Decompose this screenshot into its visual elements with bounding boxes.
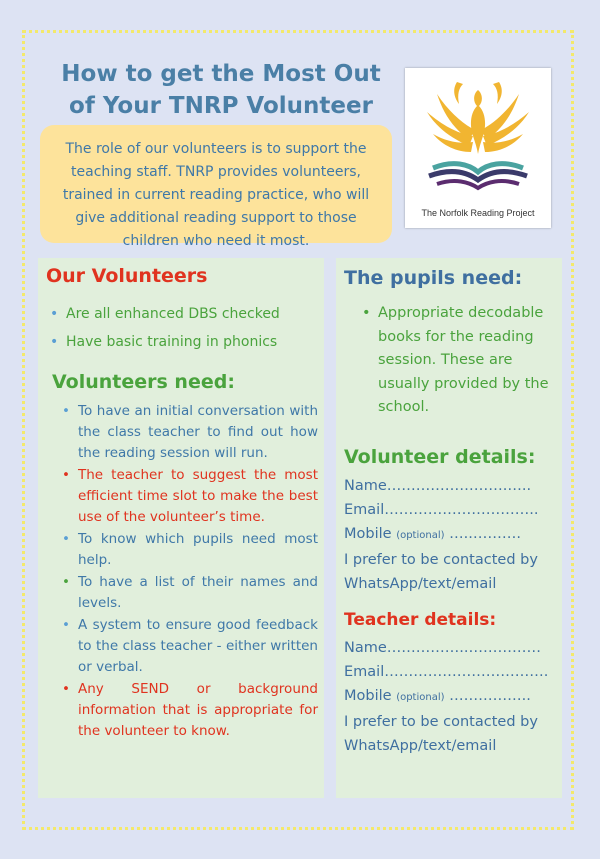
volunteer-mobile-field[interactable]: Mobile (optional) …..………. [344, 526, 521, 542]
list-item: • Appropriate decodable books for the reading session. These are usually provided by the school. [362, 305, 549, 415]
teacher-details-heading: Teacher details: [344, 610, 497, 630]
volunteer-details-heading: Volunteer details: [344, 446, 536, 468]
list-item: • Have basic training in phonics [50, 334, 278, 350]
list-item: • To have an initial conversation with the class teacher to find out how the reading session will run. [62, 403, 318, 461]
volunteer-details-form [344, 474, 560, 596]
phoenix-book-icon [413, 72, 543, 208]
title-line-2: of Your TNRP Volunteer [69, 93, 373, 119]
page-title [36, 58, 406, 122]
volunteers-need-heading: Volunteers need: [52, 371, 235, 393]
volunteer-name-field[interactable]: Name…………………….….. [344, 478, 532, 494]
volunteer-email-field[interactable]: Email………………………….. [344, 502, 539, 518]
list-item: • To have a list of their names and levels. [62, 574, 318, 611]
title-line-1: How to get the Most Out [61, 61, 381, 87]
our-volunteers-list [44, 300, 316, 356]
list-item: • To know which pupils need most help. [62, 531, 318, 568]
left-panel [38, 258, 324, 798]
right-panel [336, 258, 562, 798]
teacher-name-field[interactable]: Name……………..…………… [344, 640, 541, 656]
list-item: • The teacher to suggest the most efficient time slot to make the best use of the volunteer’s time. [62, 467, 318, 525]
list-item: • A system to ensure good feedback to the class teacher - either written or verbal. [62, 617, 318, 675]
volunteers-need-list [56, 401, 318, 742]
teacher-mobile-field[interactable]: Mobile (optional) …………….. [344, 688, 531, 704]
logo-caption: The Norfolk Reading Project [421, 208, 535, 218]
list-item: • Are all enhanced DBS checked [50, 306, 280, 322]
pupils-need-heading: The pupils need: [344, 267, 523, 289]
tnrp-logo [405, 68, 551, 228]
volunteer-contact-preference: I prefer to be contacted by WhatsApp/text/email [344, 552, 538, 592]
list-item: • Any SEND or background information that is appropriate for the volunteer to know. [62, 681, 318, 739]
our-volunteers-heading: Our Volunteers [46, 265, 208, 287]
intro-box: The role of our volunteers is to support the teaching staff. TNRP provides volunteers, trained in current reading practice, who will give additional reading support to those children who need it most. [40, 125, 392, 243]
pupils-need-list [356, 302, 560, 420]
teacher-contact-preference: I prefer to be contacted by WhatsApp/text/email [344, 714, 538, 754]
teacher-details-form [344, 636, 560, 758]
teacher-email-field[interactable]: Email……………………………. [344, 664, 549, 680]
